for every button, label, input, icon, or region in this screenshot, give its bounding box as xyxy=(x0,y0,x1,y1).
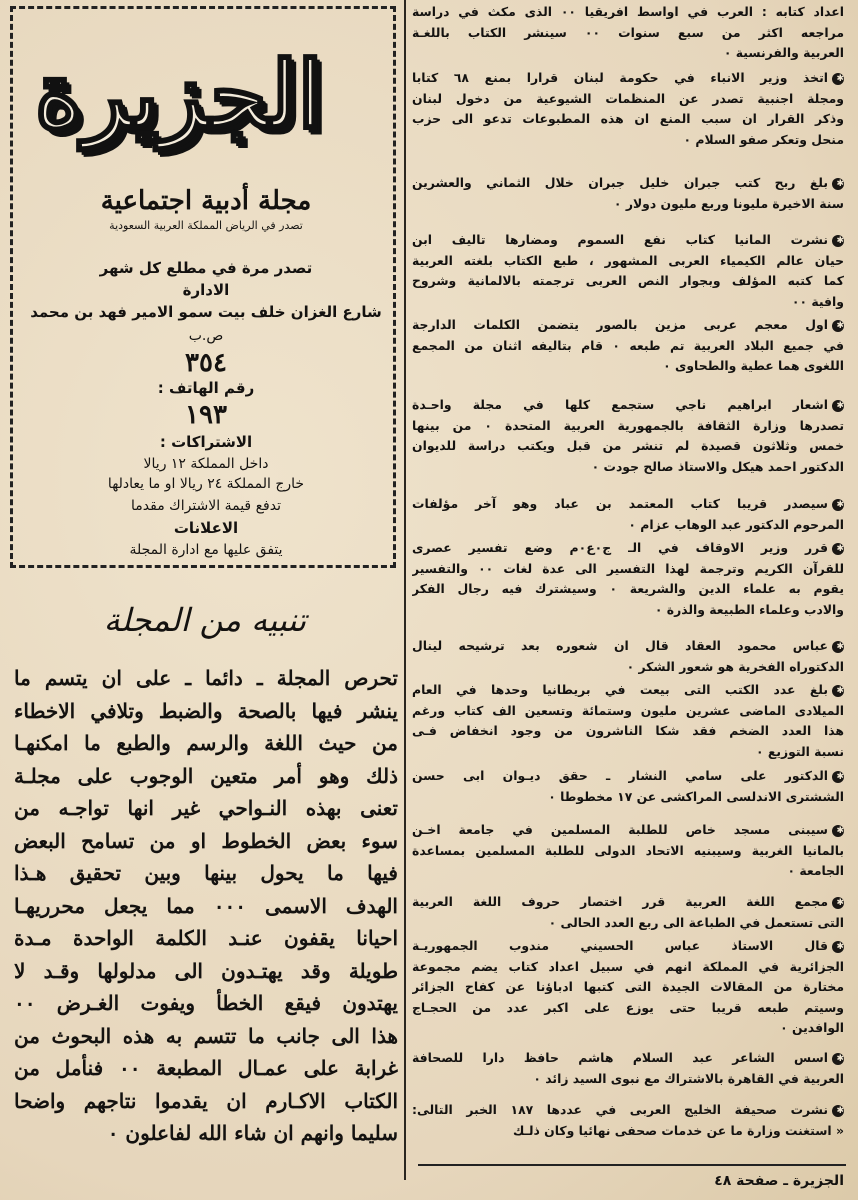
news-item xyxy=(412,1100,844,1141)
news-line xyxy=(412,109,844,130)
news-text: الجزائرية في المملكة انهم في سبيل اعداد كتاب يضم مجموعة xyxy=(412,958,844,974)
news-text: في جميع البلاد العربية تم طبعه ٠ قام بتاليفه اثنان من المجمع xyxy=(412,337,844,353)
notice-line: تحرص المجلة ـ دائما ـ على ان يتسم ما xyxy=(14,666,398,690)
news-line xyxy=(412,356,844,377)
news-text: مراجعه اكثر من سبع سنوات ٠٠ سينشر الكتاب باللغـة xyxy=(412,24,844,40)
notice-line: غرابة على عمـال المطبعة ٠٠ فنأمل من xyxy=(14,1056,398,1080)
news-text: منحل وتعكر صفو السلام ٠ xyxy=(683,131,844,147)
news-line xyxy=(412,251,844,272)
news-line xyxy=(412,636,844,657)
news-item xyxy=(412,494,844,535)
news-text: وافية ٠٠ xyxy=(791,293,844,309)
news-line xyxy=(412,89,844,110)
news-text: اشعار ابراهيم ناجي ستجمع كلها في مجلة واحـدة xyxy=(412,397,828,412)
news-line xyxy=(412,1100,844,1121)
news-line xyxy=(412,68,844,89)
news-line xyxy=(412,721,844,742)
page-footer: الجزيرة ـ صفحة ٤٨ xyxy=(714,1173,844,1189)
news-text: الششترى الاندلسى المراكشى عن ١٧ مخطوطا ٠ xyxy=(548,788,844,804)
notice-line: تعنى بهذه النـواحي غير انها تواجـه من xyxy=(14,796,398,820)
news-text: عباس محمود العقاد قال ان شعوره بعد ترشيحه لينال xyxy=(412,638,828,653)
bullet-icon: ✱ xyxy=(832,1105,844,1117)
news-text: سيصدر قريبا كتاب المعتمد بن عباد وهو آخر مؤلفات xyxy=(412,496,828,511)
news-line xyxy=(412,787,844,808)
news-item xyxy=(412,173,844,214)
news-line xyxy=(412,292,844,313)
notice-body xyxy=(14,662,398,1150)
subscriptions-label: الاشتراكات : xyxy=(159,433,253,451)
news-text: للقرآن الكريم وترجمة لهذا التفسير الى عدة لغات ٠٠ والتفسير xyxy=(412,560,844,576)
news-line xyxy=(412,194,844,215)
news-text: اعداد كتابه : العرب في اواسط افريقيا ٠٠ الذى مكث في دراسة xyxy=(412,4,844,19)
news-text: ومجلة اجنبية تصدر عن المنظمات الشيوعية من دخول لبنان xyxy=(412,90,844,106)
news-line xyxy=(412,271,844,292)
news-text: سيبنى مسجد خاص للطلبة المسلمين في جامعة اخـن xyxy=(412,822,828,837)
news-line xyxy=(412,680,844,701)
news-text: الدكتور على سامي النشار ـ حقق ديـوان ابى حسن xyxy=(412,768,828,783)
news-line xyxy=(412,861,844,882)
notice-line: طويلة وقد يهتـدون الى مدلولها وقـد لا xyxy=(14,958,398,983)
subscription-note: تدفع قيمة الاشتراك مقدما xyxy=(131,498,281,514)
news-line xyxy=(412,913,844,934)
news-line xyxy=(412,130,844,151)
po-box-label: ص.ب xyxy=(188,328,224,344)
notice-line: الكتاب الاكـارم ان يقدموا نتاجهم واضحا xyxy=(14,1088,398,1113)
news-line xyxy=(412,515,844,536)
bullet-icon: ✱ xyxy=(832,897,844,909)
news-text: بلغ ربح كتب جبران خليل جبران خلال الثماني والعشرين xyxy=(412,175,828,190)
notice-line: فيها ما يحول بينها وبين تحقيق هـذا xyxy=(14,861,398,885)
subscription-outside: خارج المملكة ٢٤ ريالا او ما يعادلها xyxy=(107,476,305,492)
news-text: نسبة التوزيع ٠ xyxy=(755,743,844,759)
bullet-icon: ✱ xyxy=(832,320,844,332)
news-text: هذا العدد الضخم فقد شكا الناشرون من وجود انخفاض فـى xyxy=(412,723,844,738)
logo-text: الجزيرة xyxy=(34,41,323,149)
news-line xyxy=(412,998,844,1019)
news-text: اللغوى هما عطية والطحاوى ٠ xyxy=(663,358,844,373)
news-line xyxy=(412,742,844,763)
news-line xyxy=(412,230,844,251)
news-line xyxy=(412,457,844,478)
notice-line: ينشر فيها بالصحة والضبط وتلافي الاخطاء xyxy=(14,698,398,723)
bullet-icon: ✱ xyxy=(832,400,844,412)
bullet-icon: ✱ xyxy=(832,499,844,511)
news-item xyxy=(412,636,844,677)
news-text: اتخذ وزير الانباء في حكومة لبنان قرارا بمنع ٦٨ كتابا xyxy=(412,70,829,85)
news-text: حيان عالم الكيمياء العربى المشهور ، طبع الكتاب بلغته العربية xyxy=(412,252,844,268)
news-text: الميلادى الماضى عشرين مليون وستمائة وتسعين الف كتاب ورغم xyxy=(412,702,844,718)
notice-line: هذا الى جانب ما تتسم به هذه البحوث من xyxy=(14,1023,398,1048)
magazine-subtitle: مجلة أدبية اجتماعية xyxy=(100,186,312,216)
news-line xyxy=(412,820,844,841)
news-text: الدكتوراه الفخرية هو شعور الشكر ٠ xyxy=(626,658,844,674)
frequency-text: تصدر مرة في مطلع كل شهر xyxy=(99,259,313,277)
news-item xyxy=(412,1048,844,1089)
news-text: « استغنت وزارة ما عن خدمات صحفى نهائيا وكان ذلـك xyxy=(513,1122,844,1138)
news-text: يقوم به علماء الدين والشريعة ٠ وسيشترك فيه رجال الفكر xyxy=(412,581,844,596)
news-text: وسيتم طبعه قريبا حتى يوزع على اكبر عدد من الحجـاج xyxy=(412,999,844,1015)
news-item xyxy=(412,680,844,762)
notice-line: سوء بعض الخطوط او من تسامح البعض xyxy=(14,828,398,853)
news-line xyxy=(412,416,844,437)
news-text: بالمانيا الغربية وسيبنيه الاتحاد الدولى للطلبة المسلمين بمساعدة xyxy=(412,842,844,858)
news-line xyxy=(412,600,844,621)
news-line xyxy=(412,395,844,416)
magazine-logo xyxy=(34,27,323,197)
po-box-number: ٣٥٤ xyxy=(185,348,227,378)
news-item xyxy=(412,230,844,312)
bullet-icon: ✱ xyxy=(832,235,844,247)
news-line xyxy=(412,1018,844,1039)
news-text: اسس الشاعر عبد السلام هاشم حافظ دارا للصحافة xyxy=(412,1050,828,1065)
address-text: شارع الغزان خلف بيت سمو الامير فهد بن محمد xyxy=(30,303,382,321)
news-text: وذكر القرار ان سبب المنع ان هذه المطبوعات تدعو الى حزب xyxy=(412,111,844,126)
notice-line: ذلك وهو أمر متعين الوجوب على مجلـة xyxy=(14,763,398,788)
news-item xyxy=(412,892,844,933)
bullet-icon: ✱ xyxy=(832,543,844,555)
bullet-icon: ✱ xyxy=(832,825,844,837)
notice-title: تنبيه من المجلة xyxy=(103,601,307,639)
news-line xyxy=(412,657,844,678)
news-item xyxy=(412,766,844,807)
news-text: الدكتور احمد هيكل والاستاذ صالح جودت ٠ xyxy=(591,458,844,474)
news-line xyxy=(412,336,844,357)
ads-note: يتفق عليها مع ادارة المجلة xyxy=(129,542,283,558)
bullet-icon: ✱ xyxy=(832,1053,844,1065)
news-item xyxy=(412,395,844,477)
phone-number: ١٩٣ xyxy=(185,400,227,430)
news-line xyxy=(412,701,844,722)
news-line xyxy=(412,538,844,559)
news-line xyxy=(412,173,844,194)
publisher-line: تصدر في الرياض المملكة العربية السعودية xyxy=(109,219,303,232)
news-line xyxy=(412,559,844,580)
bullet-icon: ✱ xyxy=(832,73,844,85)
news-line xyxy=(412,892,844,913)
admin-label: الادارة xyxy=(182,281,230,299)
news-text: قال الاستاذ عباس الحسيني مندوب الجمهوريـة xyxy=(412,938,828,953)
news-line xyxy=(412,494,844,515)
news-line xyxy=(412,977,844,998)
news-text: الجامعة ٠ xyxy=(787,863,844,878)
ads-label: الاعلانات xyxy=(173,519,239,537)
news-item xyxy=(412,68,844,150)
news-line xyxy=(412,43,844,64)
news-line xyxy=(412,957,844,978)
news-line xyxy=(412,936,844,957)
bullet-icon: ✱ xyxy=(832,641,844,653)
news-line xyxy=(412,841,844,862)
notice-line: سليما وانهم ان شاء الله لفاعلون ٠ xyxy=(107,1121,398,1145)
news-text: اول معجم عربى مزين بالصور يتضمن الكلمات الدارجة xyxy=(412,317,828,332)
footer-rule xyxy=(418,1164,846,1166)
news-text: بلغ عدد الكتب التى بيعت في بريطانيا وحدها في العام xyxy=(412,682,828,697)
news-line xyxy=(412,436,844,457)
news-text: والادب وعلماء الطبيعة والذرة ٠ xyxy=(654,601,844,617)
subscription-inside: داخل المملكة ١٢ ريالا xyxy=(143,456,269,472)
news-text: مختارة من المقالات الجيدة التى كتبها ادباؤنا عن كفاح الجزائر xyxy=(412,979,844,994)
news-text: نشرت المانيا كتاب نفع السموم ومضارها تاليف ابن xyxy=(412,232,828,247)
news-item xyxy=(412,2,844,64)
news-text: كما كتبه المؤلف وبجوار النص العربى ترجمته بالالمانية وشروح xyxy=(412,273,844,288)
news-line xyxy=(412,1069,844,1090)
news-text: خمس وثلاثون قصيدة لم تنشر من قبل ويكتب دراسة للديوان xyxy=(412,438,844,453)
news-line xyxy=(412,1121,844,1142)
news-item xyxy=(412,936,844,1039)
news-item xyxy=(412,315,844,377)
notice-line: احيانا يقفون عنـد الكلمة الواحدة مـدة xyxy=(14,926,398,950)
bullet-icon: ✱ xyxy=(832,178,844,190)
column-divider xyxy=(404,0,406,1180)
news-text: العربية والفرنسية ٠ xyxy=(723,45,844,60)
news-line xyxy=(412,23,844,44)
news-text: العربية في القاهرة بالاشتراك مع نبوى السيد زائد ٠ xyxy=(533,1070,844,1086)
phone-label: رقم الهاتف : xyxy=(157,379,255,397)
news-line xyxy=(412,315,844,336)
news-text: سنة الاخيرة مليونا وربع مليون دولار ٠ xyxy=(613,195,844,211)
notice-line: من حيث اللغة والرسم والطبع ما امكنهـا xyxy=(14,731,398,755)
news-text: الوافدين ٠ xyxy=(780,1020,844,1035)
news-line xyxy=(412,2,844,23)
bullet-icon: ✱ xyxy=(832,771,844,783)
bullet-icon: ✱ xyxy=(832,685,844,697)
news-line xyxy=(412,579,844,600)
news-line xyxy=(412,1048,844,1069)
news-text: نشرت صحيفة الخليج العربى في عددها ١٨٧ الخبر التالى: xyxy=(412,1102,828,1117)
news-text: التى تستعمل في الطباعة الى ربع العدد الحالى ٠ xyxy=(548,914,844,930)
news-text: قرر وزير الاوقاف في الـ ج٠ع٠م وضع تفسير عصرى xyxy=(412,540,828,555)
notice-line: الهدف الاسمى ٠٠٠ مما يجعل محرريهـا xyxy=(14,893,398,918)
notice-line: يهتدون فيقع الخطأ ويفوت الغـرض ٠٠ xyxy=(14,991,398,1015)
bullet-icon: ✱ xyxy=(832,941,844,953)
news-text: مجمع اللغة العربية قرر اختصار حروف اللغة العربية xyxy=(412,894,828,909)
news-line xyxy=(412,766,844,787)
news-text: تصدرها وزارة الثقافة بالجمهورية العربية المتحدة ٠ من بينها xyxy=(412,417,844,433)
news-item xyxy=(412,538,844,620)
news-item xyxy=(412,820,844,882)
news-text: المرحوم الدكتور عبد الوهاب عزام ٠ xyxy=(628,516,844,532)
masthead-box xyxy=(10,6,396,568)
